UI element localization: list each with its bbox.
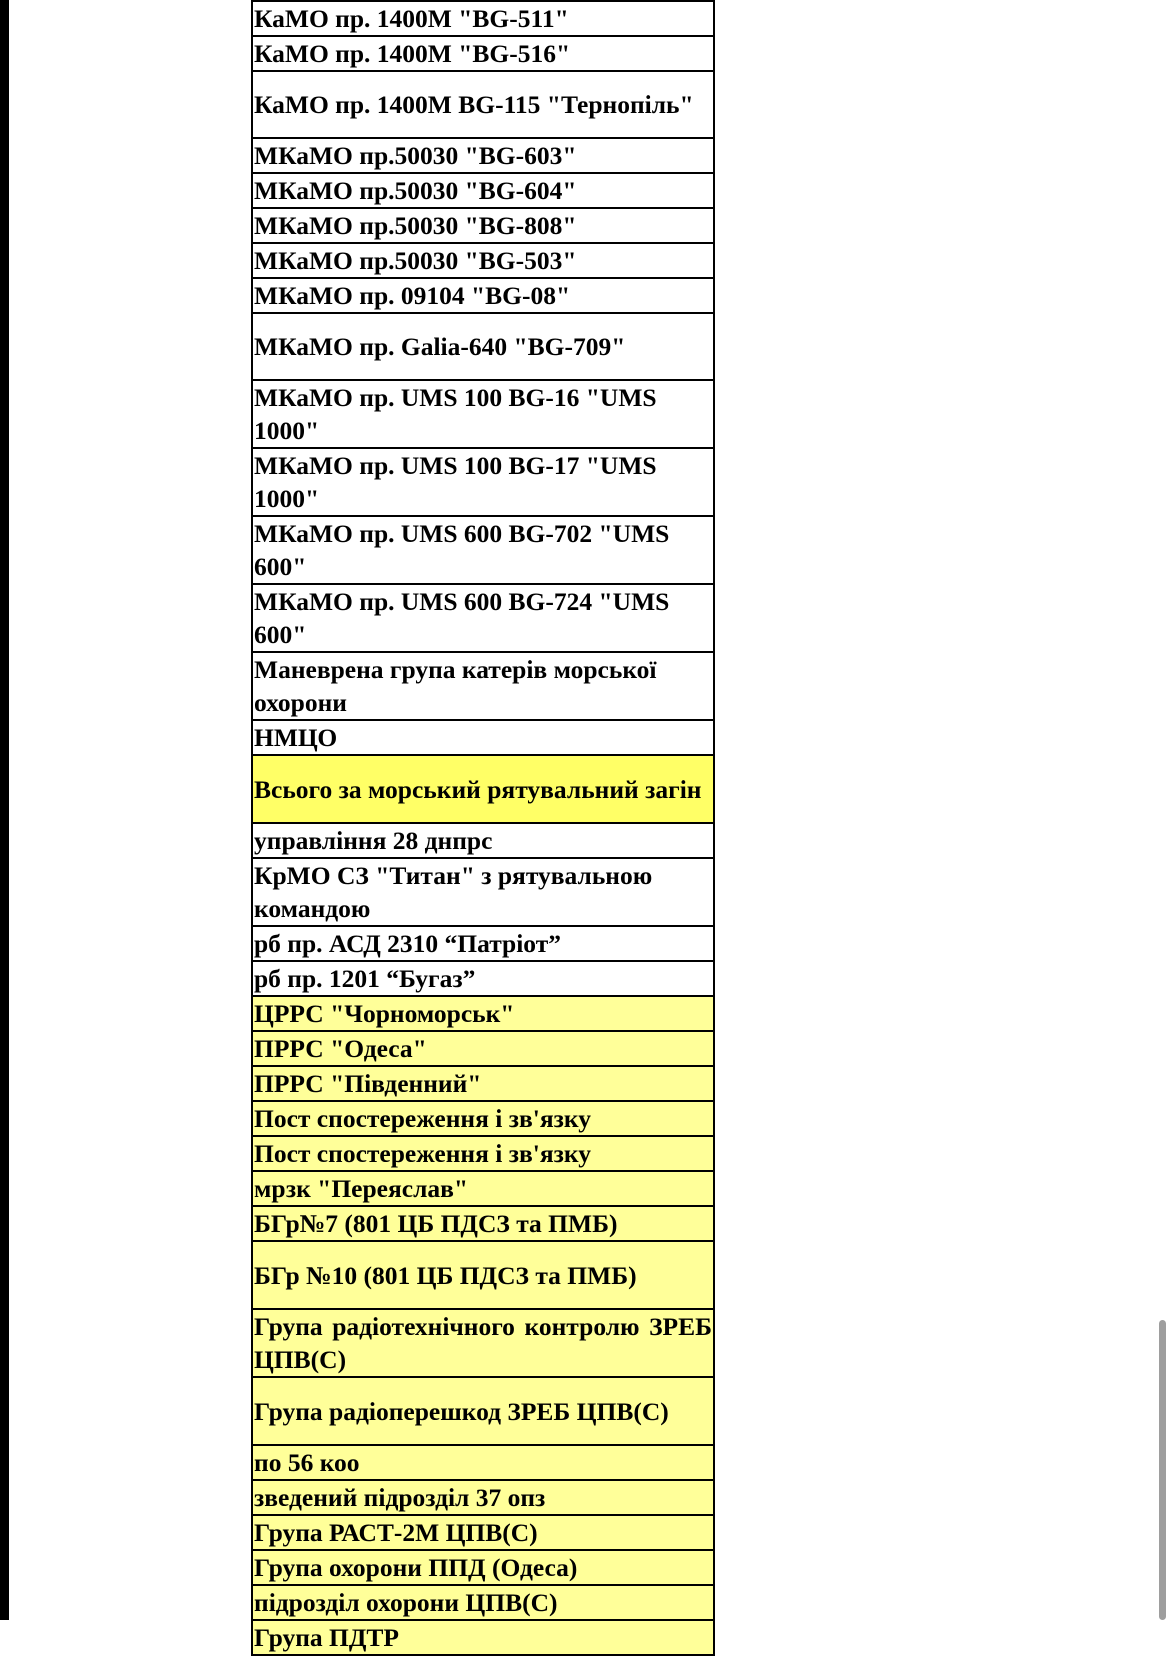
unit-name-cell: МКаМО пр. UMS 600 BG-724 "UMS 600" <box>252 584 714 652</box>
table-row <box>252 961 714 996</box>
unit-name-cell: зведений підрозділ 37 опз <box>252 1480 714 1515</box>
unit-name-cell: МКаМО пр.50030 "BG-603" <box>252 138 714 173</box>
table-row <box>252 823 714 858</box>
table-row <box>252 313 714 380</box>
unit-name-cell: МКаМО пр. Galia-640 "BG-709" <box>252 313 714 380</box>
table-row <box>252 1101 714 1136</box>
table-row <box>252 448 714 516</box>
unit-name-cell: МКаМО пр. 09104 "BG-08" <box>252 278 714 313</box>
unit-name-cell: Група ПДТР <box>252 1620 714 1655</box>
table-row <box>252 1171 714 1206</box>
unit-name-cell: Маневрена група катерів морської охорони <box>252 652 714 720</box>
left-border <box>0 0 9 1620</box>
unit-name-cell: Пост спостереження і зв'язку <box>252 1101 714 1136</box>
unit-name-cell: МКаМО пр.50030 "BG-808" <box>252 208 714 243</box>
unit-name-cell: управління 28 днпрс <box>252 823 714 858</box>
unit-name-cell: рб пр. АСД 2310 “Патріот” <box>252 926 714 961</box>
unit-name-cell: рб пр. 1201 “Бугаз” <box>252 961 714 996</box>
table-row <box>252 1031 714 1066</box>
table-row <box>252 71 714 138</box>
table-row <box>252 926 714 961</box>
unit-name-cell: МКаМО пр.50030 "BG-503" <box>252 243 714 278</box>
unit-name-cell: Пост спостереження і зв'язку <box>252 1136 714 1171</box>
table-row <box>252 1515 714 1550</box>
unit-name-cell: Група охорони ППД (Одеса) <box>252 1550 714 1585</box>
table-row <box>252 996 714 1031</box>
unit-name-cell: Група радіоперешкод ЗРЕБ ЦПВ(С) <box>252 1377 714 1445</box>
table-row <box>252 652 714 720</box>
unit-name-cell: мрзк "Переяслав" <box>252 1171 714 1206</box>
unit-name-cell: Група РАСТ-2М ЦПВ(С) <box>252 1515 714 1550</box>
table-row <box>252 208 714 243</box>
table-row <box>252 36 714 71</box>
unit-name-cell: МКаМО пр. UMS 100 BG-17 "UMS 1000" <box>252 448 714 516</box>
unit-name-cell: ПРРС "Південний" <box>252 1066 714 1101</box>
unit-name-cell: Всього за морський рятувальний загін <box>252 755 714 823</box>
units-table-body <box>252 1 714 1655</box>
unit-name-cell: КаМО пр. 1400М BG-115 "Тернопіль" <box>252 71 714 138</box>
table-row <box>252 1445 714 1480</box>
unit-name-cell: підрозділ охорони ЦПВ(С) <box>252 1585 714 1620</box>
unit-name-cell: МКаМО пр.50030 "BG-604" <box>252 173 714 208</box>
table-row <box>252 1 714 36</box>
table-row <box>252 1309 714 1377</box>
table-row <box>252 1066 714 1101</box>
table-row <box>252 516 714 584</box>
vertical-scrollbar[interactable] <box>1156 0 1170 1620</box>
unit-name-cell: КрМО СЗ "Титан" з рятувальною командою <box>252 858 714 926</box>
unit-name-cell: по 56 коо <box>252 1445 714 1480</box>
unit-name-cell: КаМО пр. 1400М "BG-511" <box>252 1 714 36</box>
table-row <box>252 1480 714 1515</box>
table-row <box>252 1550 714 1585</box>
table-row <box>252 755 714 823</box>
table-row <box>252 584 714 652</box>
unit-name-cell: МКаМО пр. UMS 600 BG-702 "UMS 600" <box>252 516 714 584</box>
table-row <box>252 1620 714 1655</box>
unit-name-cell: МКаМО пр. UMS 100 BG-16 "UMS 1000" <box>252 380 714 448</box>
table-row <box>252 1585 714 1620</box>
table-row <box>252 858 714 926</box>
table-row <box>252 1241 714 1309</box>
unit-name-cell: ЦРРС "Чорноморськ" <box>252 996 714 1031</box>
unit-name-cell: Група радіотехнічного контролю ЗРЕБ ЦПВ(С) <box>252 1309 714 1377</box>
table-row <box>252 720 714 755</box>
table-row <box>252 1377 714 1445</box>
table-row <box>252 173 714 208</box>
unit-name-cell: БГр№7 (801 ЦБ ПДСЗ та ПМБ) <box>252 1206 714 1241</box>
units-table <box>251 0 715 1656</box>
unit-name-cell: ПРРС "Одеса" <box>252 1031 714 1066</box>
table-row <box>252 138 714 173</box>
table-row <box>252 1206 714 1241</box>
scrollbar-thumb[interactable] <box>1159 1320 1166 1620</box>
unit-name-cell: НМЦО <box>252 720 714 755</box>
unit-name-cell: БГр №10 (801 ЦБ ПДСЗ та ПМБ) <box>252 1241 714 1309</box>
table-row <box>252 380 714 448</box>
table-row <box>252 278 714 313</box>
unit-name-cell: КаМО пр. 1400М "BG-516" <box>252 36 714 71</box>
table-row <box>252 243 714 278</box>
table-row <box>252 1136 714 1171</box>
